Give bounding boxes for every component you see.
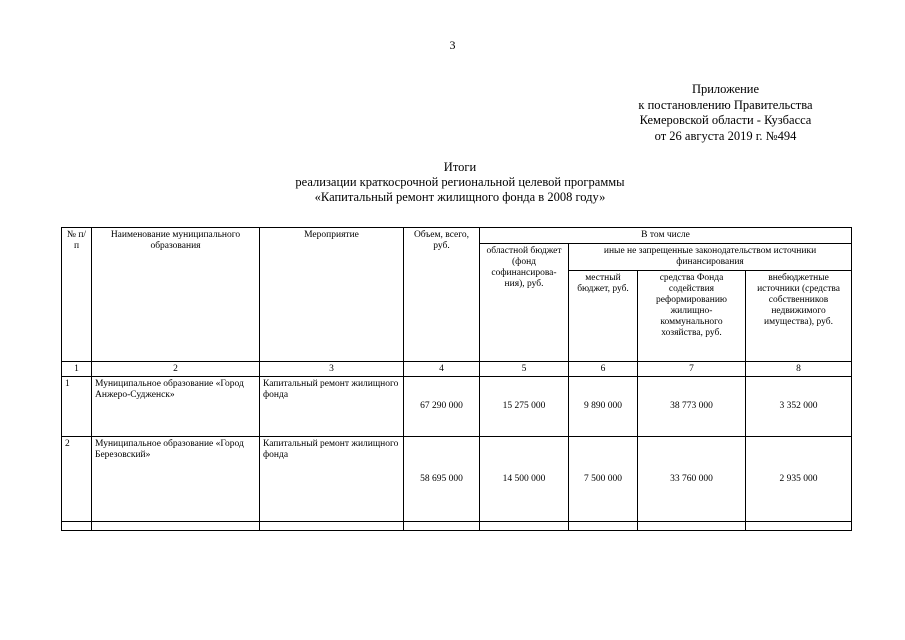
empty-cell — [638, 522, 746, 531]
header-municipality: Наименование муниципального образования — [92, 228, 260, 362]
results-table — [61, 227, 852, 531]
row-measure: Капитальный ремонт жилищного фонда — [260, 377, 404, 437]
row-num: 2 — [62, 437, 92, 522]
row-measure: Капитальный ремонт жилищного фонда — [260, 437, 404, 522]
header-including: В том числе — [480, 228, 852, 244]
row-extrabudgetary: 3 352 000 — [746, 377, 852, 437]
row-num: 1 — [62, 377, 92, 437]
header-extrabudgetary: внебюджетные источники (средства собственников недвижимого имущества), руб. — [746, 271, 852, 362]
title-line: реализации краткосрочной региональной целевой программы — [295, 175, 625, 189]
column-number: 8 — [746, 362, 852, 377]
appendix-block — [598, 82, 853, 144]
row-municipality: Муниципальное образование «Город Березовский» — [92, 437, 260, 522]
column-number: 3 — [260, 362, 404, 377]
row-regional-budget: 15 275 000 — [480, 377, 569, 437]
header-local-budget: местный бюджет, руб. — [569, 271, 638, 362]
column-number: 2 — [92, 362, 260, 377]
empty-cell — [746, 522, 852, 531]
header-regional-budget: областной бюджет (фонд софинансирова-ния), руб. — [480, 244, 569, 362]
empty-cell — [92, 522, 260, 531]
title-line: Итоги — [443, 160, 477, 174]
row-volume: 58 695 000 — [404, 437, 480, 522]
empty-cell — [480, 522, 569, 531]
row-reform-fund: 33 760 000 — [638, 437, 746, 522]
appendix-line: Приложение — [691, 82, 760, 96]
title-line: «Капитальный ремонт жилищного фонда в 2008 году» — [314, 190, 606, 204]
row-local-budget: 7 500 000 — [569, 437, 638, 522]
header-num: № п/п — [62, 228, 92, 362]
empty-cell — [404, 522, 480, 531]
table-row — [62, 377, 852, 437]
row-extrabudgetary: 2 935 000 — [746, 437, 852, 522]
header-other-sources: иные не запрещенные законодательством источники финансирования — [569, 244, 852, 271]
empty-cell — [569, 522, 638, 531]
row-municipality: Муниципальное образование «Город Анжеро-Судженск» — [92, 377, 260, 437]
row-local-budget: 9 890 000 — [569, 377, 638, 437]
row-reform-fund: 38 773 000 — [638, 377, 746, 437]
column-number: 6 — [569, 362, 638, 377]
column-number: 7 — [638, 362, 746, 377]
column-number: 1 — [62, 362, 92, 377]
appendix-line: к постановлению Правительства — [638, 97, 813, 112]
document-title — [200, 160, 720, 205]
appendix-line: от 26 августа 2019 г. №494 — [654, 128, 797, 143]
table-row — [62, 437, 852, 522]
appendix-line: Кемеровской области - Кузбасса — [639, 113, 812, 127]
table-row-continued — [62, 522, 852, 531]
row-regional-budget: 14 500 000 — [480, 437, 569, 522]
column-number: 5 — [480, 362, 569, 377]
header-measure: Мероприятие — [260, 228, 404, 362]
header-volume: Объем, всего, руб. — [404, 228, 480, 362]
page-number: 3 — [449, 38, 456, 52]
column-number: 4 — [404, 362, 480, 377]
empty-cell — [62, 522, 92, 531]
empty-cell — [260, 522, 404, 531]
row-volume: 67 290 000 — [404, 377, 480, 437]
header-reform-fund: средства Фонда содействия реформированию жилищно-коммунального хозяйства, руб. — [638, 271, 746, 362]
column-numbers-row — [62, 362, 852, 377]
